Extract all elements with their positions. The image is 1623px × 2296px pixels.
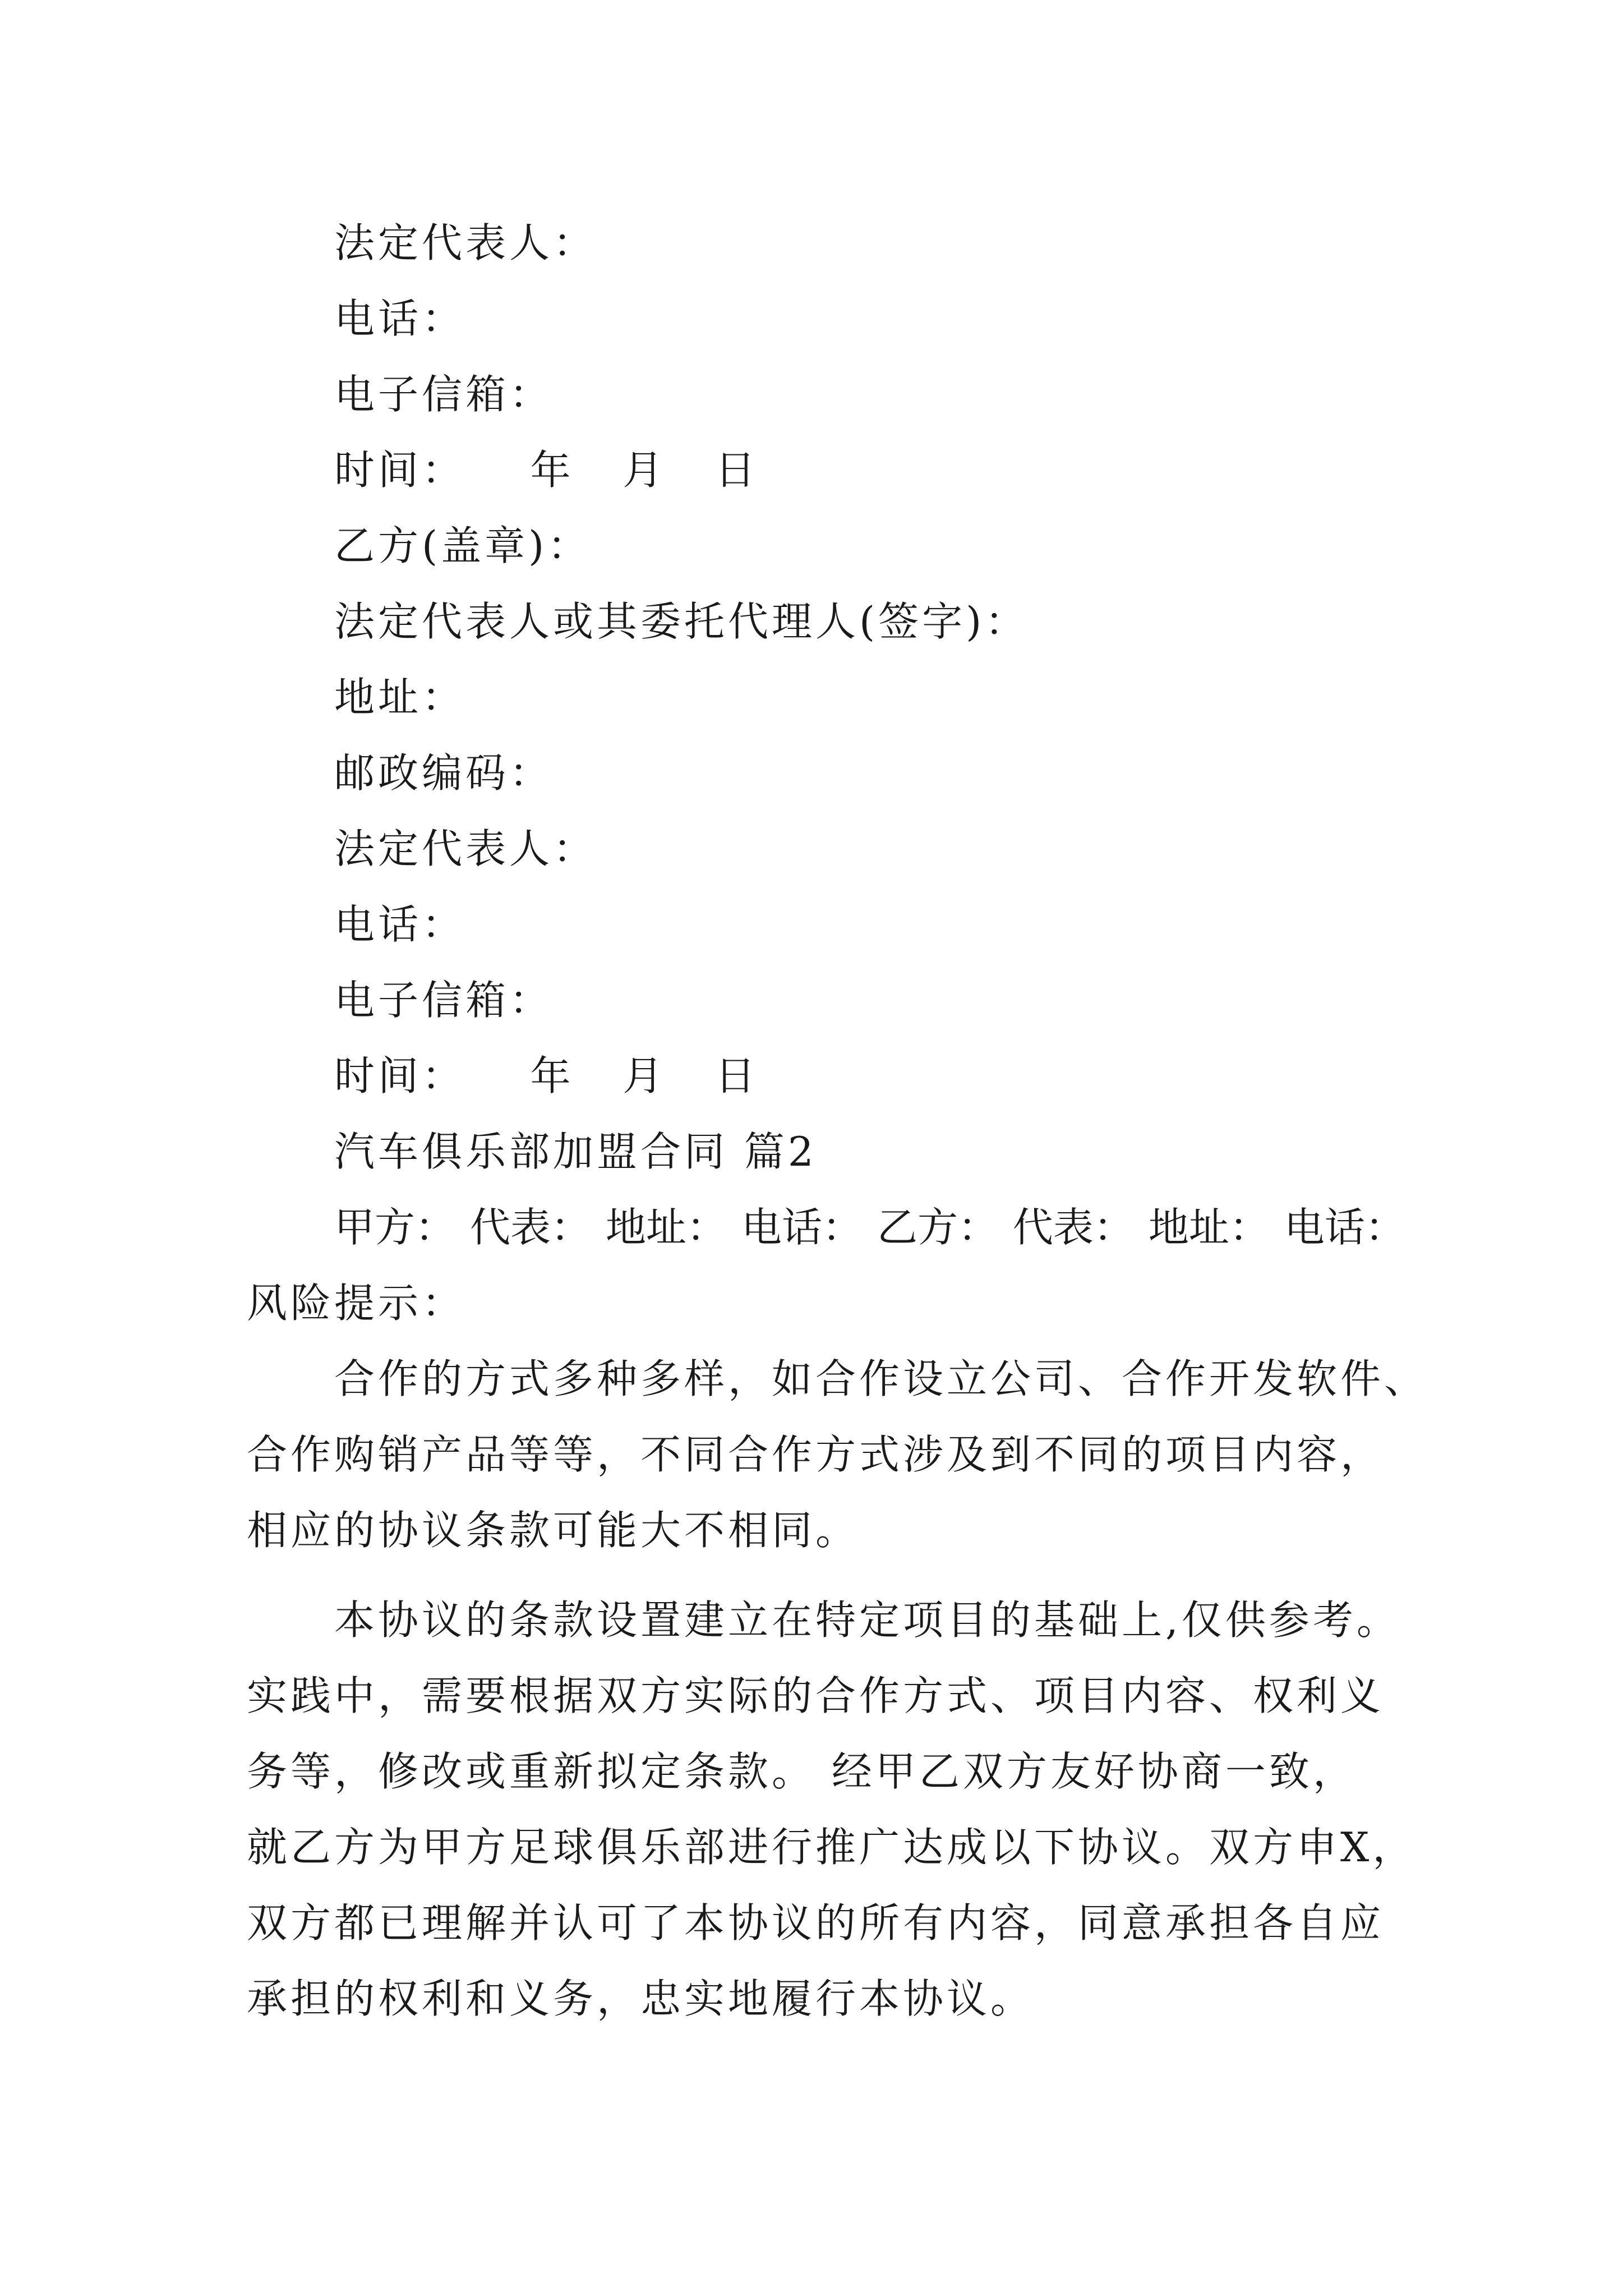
risk-label: 风险提示：: [247, 1280, 466, 1327]
phone-label: 电话：: [1284, 1204, 1405, 1251]
address-label: 地址：: [1148, 1204, 1270, 1251]
address-label: 地址：: [605, 1204, 727, 1251]
representative-label: 代表：: [1012, 1204, 1134, 1251]
party-b-label: 乙方：: [877, 1204, 998, 1251]
paragraph-line: 相应的协议条款可能大不相同。: [247, 1507, 860, 1554]
paragraph-line: 本协议的条款设置建立在特定项目的基础上,仅供参考。: [334, 1596, 1400, 1644]
phone-line: 电话：: [334, 901, 466, 948]
paragraph-line: 合作的方式多种多样，如合作设立公司、合作开发软件、: [334, 1355, 1428, 1402]
postal-code-line: 邮政编码：: [334, 749, 554, 797]
address-line: 地址：: [334, 674, 466, 721]
paragraph-line: 就乙方为甲方足球俱乐部进行推广达成以下协议。双方申X，: [247, 1824, 1417, 1871]
paragraph-line: 实践中，需要根据双方实际的合作方式、项目内容、权利义: [247, 1672, 1385, 1719]
paragraph-line: 双方都已理解并认可了本协议的所有内容，同意承担各自应: [247, 1899, 1385, 1947]
paragraph-line: 合作购销产品等等，不同合作方式涉及到不同的项目内容，: [247, 1431, 1385, 1478]
section-title: 汽车俱乐部加盟合同 篇2: [334, 1128, 817, 1175]
email-line: 电子信箱：: [334, 371, 554, 418]
date-line: 时间： 年 月 日: [334, 447, 759, 494]
phone-line: 电话：: [334, 295, 466, 342]
date-line: 时间： 年 月 日: [334, 1052, 759, 1099]
party-a-label: 甲方：: [334, 1204, 456, 1251]
phone-label: 电话：: [741, 1204, 863, 1251]
party-b-signatory-line: 法定代表人或其委托代理人(签字)：: [334, 598, 1029, 645]
party-b-seal-line: 乙方(盖章)：: [334, 522, 592, 569]
legal-rep-line: 法定代表人：: [334, 219, 597, 266]
representative-label: 代表：: [469, 1204, 591, 1251]
paragraph-line: 务等，修改或重新拟定条款。 经甲乙双方友好协商一致，: [247, 1748, 1357, 1795]
paragraph-line: 承担的权利和义务，忠实地履行本协议。: [247, 1975, 1035, 2022]
parties-row: [334, 1200, 1405, 1254]
legal-rep-line: 法定代表人：: [334, 825, 597, 872]
email-line: 电子信箱：: [334, 977, 554, 1024]
